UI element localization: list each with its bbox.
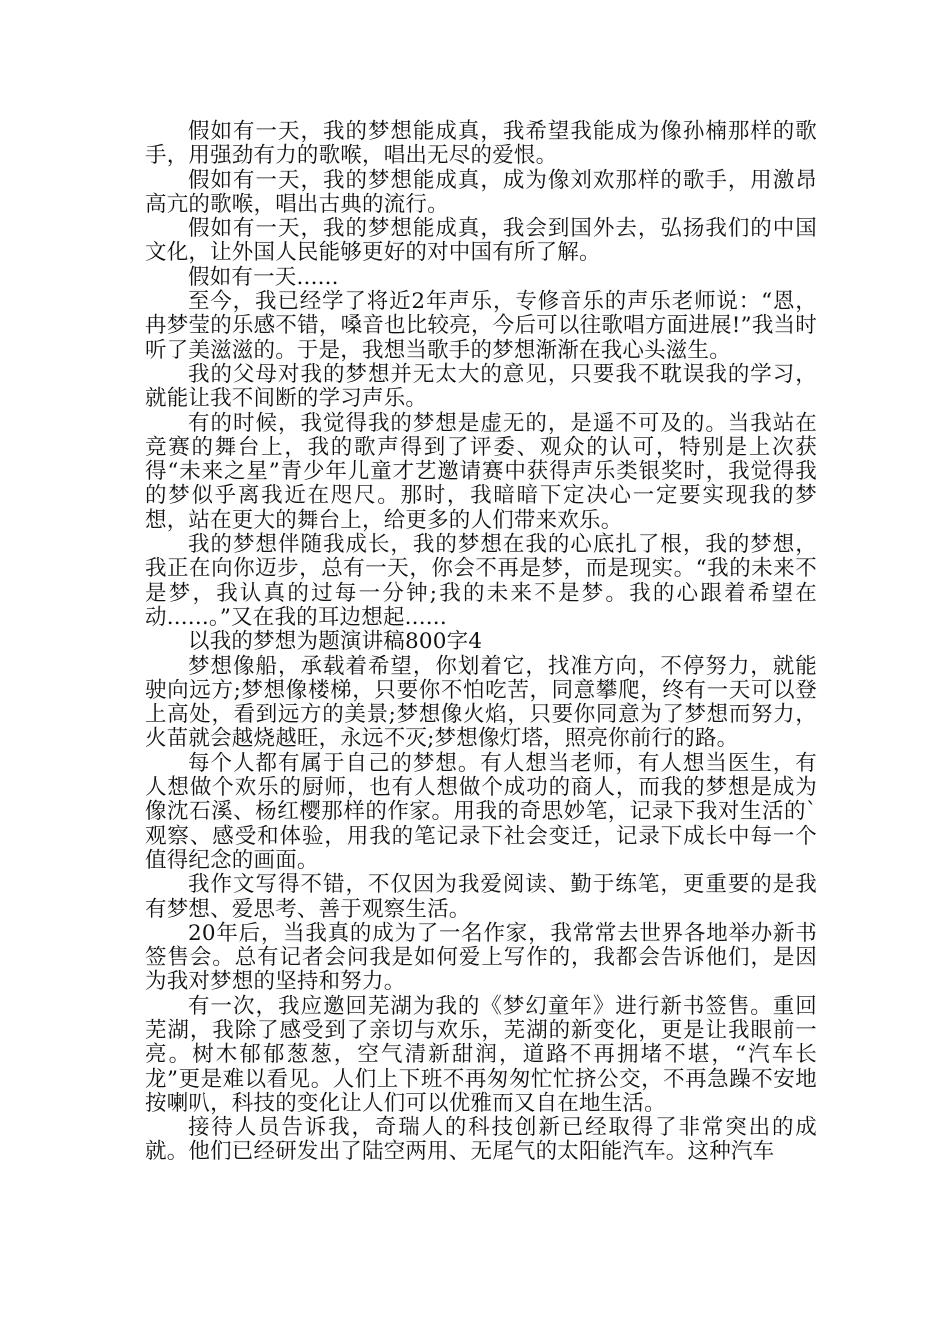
paragraph-1: 假如有一天，我的梦想能成真，我希望我能成为像孙楠那样的歌手，用强劲有力的歌喉，唱出无尽的爱恨。 <box>145 119 817 169</box>
section-heading: 以我的梦想为题演讲稿800字4 <box>188 629 483 655</box>
paragraph-10: 梦想像船，承载着希望，你划着它，找准方向，不停努力，就能驶向远方;梦想像楼梯，只要你不怕吃苦，同意攀爬，终有一天可以登上高处，看到远方的美景;梦想像火焰，只要你同意为了梦想而努力，火苗就会越烧越旺，永远不灭;梦想像灯塔，照亮你前行的路。 <box>145 653 817 752</box>
paragraph-15: 接待人员告诉我，奇瑞人的科技创新已经取得了非常突出的成就。他们已经研发出了陆空两用、无尾气的太阳能汽车。这种汽车 <box>145 1115 817 1165</box>
paragraph-11: 每个人都有属于自己的梦想。有人想当老师，有人想当医生，有人想做个欢乐的厨师，也有人想做个成功的商人，而我的梦想是成为像沈石溪、杨红樱那样的作家。用我的奇思妙笔，记录下我对生活的`观察、感受和体验，用我的笔记录下社会变迁，记录下成长中每一个值得纪念的画面。 <box>145 750 817 873</box>
body-text <box>145 120 817 1165</box>
paragraph-13: 20年后，当我真的成为了一名作家，我常常去世界各地举办新书签售会。总有记者会问我是如何爱上写作的，我都会告诉他们，是因为我对梦想的坚持和努力。 <box>145 920 817 995</box>
paragraph-14: 有一次，我应邀回芜湖为我的《梦幻童年》进行新书签售。重回芜湖，我除了感受到了亲切与欢乐，芜湖的新变化，更是让我眼前一亮。树木郁郁葱葱，空气清新甜润，道路不再拥堵不堪，“汽车长龙”更是难以看见。人们上下班不再匆匆忙忙挤公交，不再急躁不安地按喇叭，科技的变化让人们可以优雅而又自在地生活。 <box>145 993 817 1116</box>
paragraph-4: 假如有一天...... <box>188 264 339 290</box>
paragraph-5: 至今，我已经学了将近2年声乐，专修音乐的声乐老师说：“恩，冉梦莹的乐感不错，嗓音也比较亮，今后可以往歌唱方面进展!”我当时听了美滋滋的。于是，我想当歌手的梦想渐渐在我心头滋生。 <box>145 289 817 363</box>
paragraph-3: 假如有一天，我的梦想能成真，我会到国外去，弘扬我们的中国文化，让外国人民能够更好的对中国有所了解。 <box>145 216 817 266</box>
paragraph-7: 有的时候，我觉得我的梦想是虚无的，是遥不可及的。当我站在竞赛的舞台上，我的歌声得到了评委、观众的认可，特别是上次获得“未来之星”青少年儿童才艺邀请赛中获得声乐类银奖时，我觉得我的梦似乎离我近在咫尺。那时，我暗暗下定决心一定要实现我的梦想，站在更大的舞台上，给更多的人们带来欢乐。 <box>145 410 817 533</box>
paragraph-6: 我的父母对我的梦想并无太大的意见，只要我不耽误我的学习，就能让我不间断的学习声乐。 <box>145 361 817 412</box>
paragraph-2: 假如有一天，我的梦想能成真，成为像刘欢那样的歌手，用激昂高亢的歌喉，唱出古典的流行。 <box>145 167 817 217</box>
paragraph-8: 我的梦想伴随我成长，我的梦想在我的心底扎了根，我的梦想，我正在向你迈步，总有一天，你会不再是梦，而是现实。“我的未来不是梦，我认真的过每一分钟;我的未来不是梦。我的心跟着希望在动......。”又在我的耳边想起...... <box>145 532 817 630</box>
paragraph-12: 我作文写得不错，不仅因为我爱阅读、勤于练笔，更重要的是我有梦想、爱思考、善于观察生活。 <box>145 872 817 922</box>
